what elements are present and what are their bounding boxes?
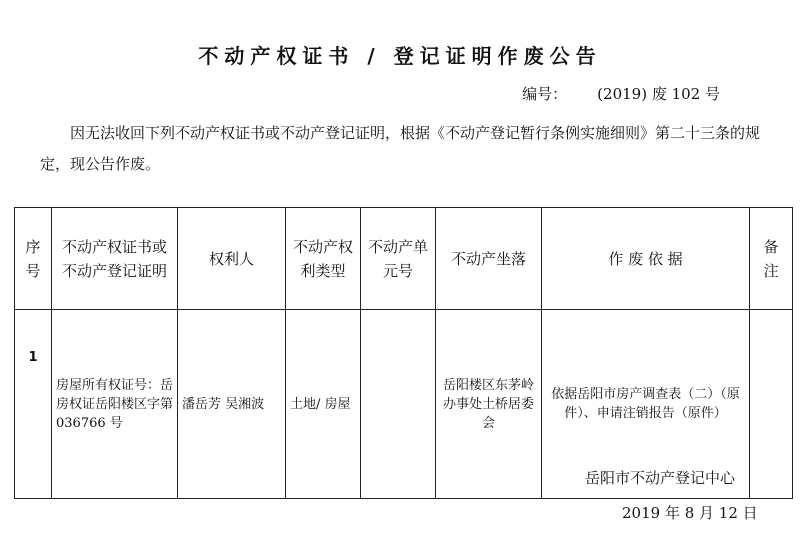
cell-location: 岳阳楼区东茅岭办事处土桥居委会 — [436, 310, 542, 499]
cell-basis: 依据岳阳市房产调查表（二）（原件）、申请注销报告（原件） — [542, 310, 750, 499]
document-number-value: (2019) 废 102 号 — [597, 85, 720, 103]
header-basis: 作 废 依 据 — [542, 208, 750, 310]
header-right-type: 不动产权利类型 — [286, 208, 361, 310]
cell-holders: 潘岳芳 吴湘波 — [178, 310, 286, 499]
cell-remark — [750, 310, 793, 499]
header-certificate: 不动产权证书或不动产登记证明 — [52, 208, 178, 310]
cell-right-type: 土地/ 房屋 — [286, 310, 361, 499]
document-number — [522, 83, 720, 104]
issue-date: 2019 年 8 月 12 日 — [622, 504, 758, 522]
header-holder: 权利人 — [178, 208, 286, 310]
cell-certificate: 房屋所有权证号：岳房权证岳阳楼区字第 036766 号 — [52, 310, 178, 499]
cell-seq: 1 — [15, 310, 52, 499]
header-remark: 备 注 — [750, 208, 793, 310]
notice-paragraph: 因无法收回下列不动产权证书或不动产登记证明，根据《不动产登记暂行条例实施细则》第二十三条的规定，现公告作废。 — [40, 124, 761, 173]
issuing-organization: 岳阳市不动产登记中心 — [585, 469, 736, 487]
header-seq: 序号 — [15, 208, 52, 310]
void-certificate-table — [14, 207, 793, 499]
document-number-label: 编号： — [522, 85, 568, 103]
cell-unit-no — [361, 310, 436, 499]
header-unit-no: 不动产单元号 — [361, 208, 436, 310]
header-location: 不动产坐落 — [436, 208, 542, 310]
notice-title: 不动产权证书 / 登记证明作废公告 — [198, 44, 602, 68]
table-header-row — [15, 208, 793, 310]
